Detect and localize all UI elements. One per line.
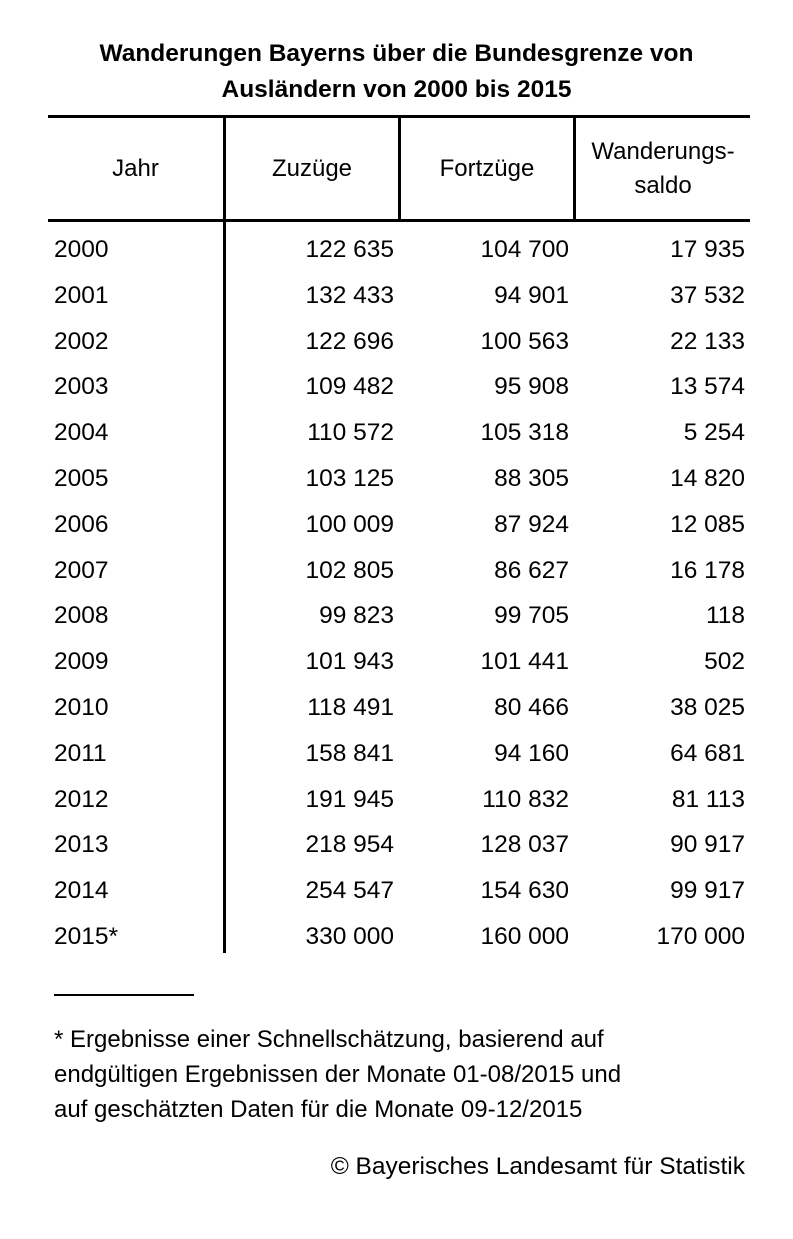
arrivals-cell: 254 547 xyxy=(305,877,394,905)
arrivals-cell: 118 491 xyxy=(307,693,394,721)
arrivals-cell: 191 945 xyxy=(305,785,394,813)
table-row xyxy=(0,227,793,273)
departures-cell: 154 630 xyxy=(480,877,569,905)
arrivals-cell: 218 954 xyxy=(305,831,394,859)
footnote-line-1: * Ergebnisse einer Schnellschätzung, basierend auf xyxy=(54,1026,604,1053)
arrivals-cell: 158 841 xyxy=(305,739,394,767)
table-row xyxy=(0,548,793,594)
year-cell: 2012 xyxy=(54,785,109,813)
arrivals-cell: 132 433 xyxy=(305,281,394,309)
departures-cell: 104 700 xyxy=(480,236,569,263)
page-title xyxy=(0,36,793,108)
balance-cell: 13 574 xyxy=(670,373,745,401)
departures-cell: 87 924 xyxy=(494,510,569,538)
year-cell: 2003 xyxy=(54,373,109,401)
balance-cell: 64 681 xyxy=(670,739,745,767)
table-row xyxy=(0,639,793,685)
table-body xyxy=(0,227,793,960)
arrivals-cell: 100 009 xyxy=(305,510,394,538)
arrivals-cell: 99 823 xyxy=(319,602,394,630)
balance-cell: 118 xyxy=(705,602,745,630)
year-cell: 2014 xyxy=(54,877,109,905)
title-line-1: Wanderungen Bayerns über die Bundesgrenze von xyxy=(99,40,694,67)
table-row xyxy=(0,502,793,548)
table-row xyxy=(0,685,793,731)
departures-cell: 110 832 xyxy=(482,785,569,813)
arrivals-cell: 122 635 xyxy=(305,236,394,263)
departures-cell: 94 901 xyxy=(494,281,569,309)
year-cell: 2008 xyxy=(54,602,109,630)
table-row xyxy=(0,731,793,777)
table-row xyxy=(0,410,793,456)
balance-cell: 90 917 xyxy=(670,831,745,859)
balance-cell: 14 820 xyxy=(670,464,745,492)
departures-cell: 95 908 xyxy=(494,373,569,401)
table-row xyxy=(0,777,793,823)
footnote-line-3: auf geschätzten Daten für die Monate 09-12/2015 xyxy=(54,1096,583,1123)
header-year: Jahr xyxy=(112,155,159,182)
arrivals-cell: 330 000 xyxy=(305,922,394,950)
year-cell: 2004 xyxy=(54,419,109,447)
arrivals-cell: 122 696 xyxy=(305,327,394,355)
year-cell: 2013 xyxy=(54,831,109,859)
departures-cell: 105 318 xyxy=(480,419,569,447)
table-row xyxy=(0,456,793,502)
balance-cell: 17 935 xyxy=(670,236,745,263)
title-line-2: Ausländern von 2000 bis 2015 xyxy=(221,76,572,103)
departures-cell: 94 160 xyxy=(494,739,569,767)
balance-cell: 5 254 xyxy=(683,419,745,447)
departures-cell: 99 705 xyxy=(494,602,569,630)
arrivals-cell: 103 125 xyxy=(305,464,394,492)
table-row xyxy=(0,273,793,319)
balance-cell: 38 025 xyxy=(670,693,745,721)
balance-cell: 81 113 xyxy=(671,785,745,813)
balance-cell: 12 085 xyxy=(670,510,745,538)
footnote-line-2: endgültigen Ergebnissen der Monate 01-08/2015 und xyxy=(54,1061,622,1088)
table-row xyxy=(0,822,793,868)
balance-cell: 22 133 xyxy=(670,327,745,355)
header-balance: Wanderungs- saldo xyxy=(591,138,735,199)
balance-cell: 99 917 xyxy=(670,877,745,905)
year-cell: 2007 xyxy=(54,556,109,584)
arrivals-cell: 109 482 xyxy=(305,373,394,401)
departures-cell: 88 305 xyxy=(494,464,569,492)
arrivals-cell: 110 572 xyxy=(307,419,394,447)
arrivals-cell: 102 805 xyxy=(305,556,394,584)
year-cell: 2009 xyxy=(54,648,109,676)
arrivals-cell: 101 943 xyxy=(305,648,394,676)
table-row xyxy=(0,914,793,960)
balance-cell: 170 000 xyxy=(656,922,745,950)
year-cell: 2006 xyxy=(54,510,109,538)
year-cell: 2000 xyxy=(54,236,109,263)
header-departures: Fortzüge xyxy=(439,155,535,182)
table-row xyxy=(0,319,793,365)
table-row xyxy=(0,868,793,914)
departures-cell: 160 000 xyxy=(480,922,569,950)
year-cell: 2015* xyxy=(54,922,119,950)
table-row xyxy=(0,593,793,639)
departures-cell: 128 037 xyxy=(480,831,569,859)
table-row xyxy=(0,364,793,410)
header-arrivals: Zuzüge xyxy=(271,155,353,182)
year-cell: 2002 xyxy=(54,327,109,355)
departures-cell: 101 441 xyxy=(480,648,569,676)
year-cell: 2001 xyxy=(54,281,109,309)
balance-cell: 16 178 xyxy=(670,556,745,584)
balance-cell: 37 532 xyxy=(670,281,745,309)
year-cell: 2005 xyxy=(54,464,109,492)
balance-cell: 502 xyxy=(704,648,745,676)
departures-cell: 86 627 xyxy=(494,556,569,584)
copyright-notice: © Bayerisches Landesamt für Statistik xyxy=(330,1153,745,1180)
footnote-separator xyxy=(54,994,194,996)
departures-cell: 80 466 xyxy=(494,693,569,721)
footnote xyxy=(54,1022,754,1127)
year-cell: 2011 xyxy=(54,739,107,767)
year-cell: 2010 xyxy=(54,693,109,721)
departures-cell: 100 563 xyxy=(480,327,569,355)
